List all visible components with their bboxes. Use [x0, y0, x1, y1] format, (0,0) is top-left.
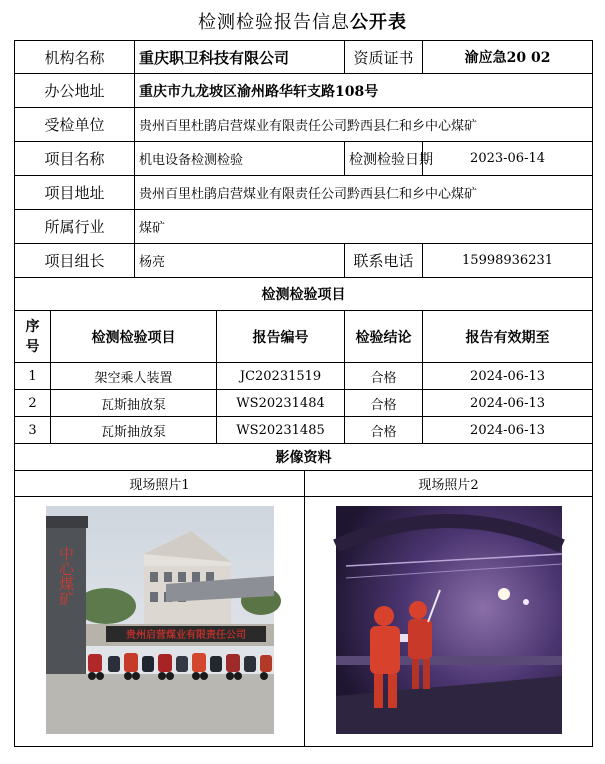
col-header-report-no: 报告编号 — [217, 311, 345, 363]
report-table — [14, 40, 593, 747]
org-value: 重庆职卫科技有限公司 — [135, 41, 345, 74]
wall-sign-text: 贵州启营煤业有限责任公司 — [125, 629, 246, 641]
site-photo-2 — [336, 506, 562, 734]
row-report-no: JC20231519 — [217, 363, 345, 390]
leader-label: 项目组长 — [15, 244, 135, 278]
site-value: 贵州百里杜鹃启营煤业有限责任公司黔西县仁和乡中心煤矿 — [135, 176, 593, 210]
site-photo-1 — [46, 506, 274, 734]
row-conclusion: 合格 — [345, 363, 423, 390]
date-value: 2023-06-14 — [423, 142, 593, 176]
row-validity: 2024-06-13 — [423, 417, 593, 444]
row-no: 1 — [15, 363, 51, 390]
images-section-title: 影像资料 — [15, 444, 593, 471]
table-row — [15, 417, 593, 444]
gate-pillar-text: 中心煤矿 — [56, 545, 75, 606]
client-label: 受检单位 — [15, 108, 135, 142]
row-report-no: WS20231484 — [217, 390, 345, 417]
row-validity: 2024-06-13 — [423, 390, 593, 417]
row-item: 瓦斯抽放泵 — [51, 417, 217, 444]
table-row — [15, 363, 593, 390]
col-header-conclusion: 检验结论 — [345, 311, 423, 363]
industry-value: 煤矿 — [135, 210, 593, 244]
photo1-label: 现场照片1 — [15, 471, 305, 497]
leader-value: 杨亮 — [135, 244, 345, 278]
row-item: 架空乘人装置 — [51, 363, 217, 390]
phone-label: 联系电话 — [345, 244, 423, 278]
industry-label: 所属行业 — [15, 210, 135, 244]
col-header-no: 序号 — [15, 311, 51, 363]
address-value: 重庆市九龙坡区渝州路华轩支路108号 — [135, 74, 593, 108]
row-validity: 2024-06-13 — [423, 363, 593, 390]
org-label: 机构名称 — [15, 41, 135, 74]
row-item: 瓦斯抽放泵 — [51, 390, 217, 417]
cert-label: 资质证书 — [345, 41, 423, 74]
row-no: 2 — [15, 390, 51, 417]
items-section-title: 检测检验项目 — [15, 278, 593, 311]
phone-value: 15998936231 — [423, 244, 593, 278]
col-header-validity: 报告有效期至 — [423, 311, 593, 363]
address-label: 办公地址 — [15, 74, 135, 108]
photo2-cell — [305, 497, 593, 747]
page-title: 检测检验报告信息公开表 — [198, 12, 407, 33]
date-label: 检测检验日期 — [345, 142, 423, 176]
row-no: 3 — [15, 417, 51, 444]
row-conclusion: 合格 — [345, 390, 423, 417]
project-label: 项目名称 — [15, 142, 135, 176]
site-label: 项目地址 — [15, 176, 135, 210]
row-report-no: WS20231485 — [217, 417, 345, 444]
client-value: 贵州百里杜鹃启营煤业有限责任公司黔西县仁和乡中心煤矿 — [135, 108, 593, 142]
photo2-label: 现场照片2 — [305, 471, 593, 497]
table-row — [15, 390, 593, 417]
photo1-cell — [15, 497, 305, 747]
col-header-item: 检测检验项目 — [51, 311, 217, 363]
project-value: 机电设备检测检验 — [135, 142, 345, 176]
row-conclusion: 合格 — [345, 417, 423, 444]
cert-value: 渝应急20 02 — [423, 41, 593, 74]
